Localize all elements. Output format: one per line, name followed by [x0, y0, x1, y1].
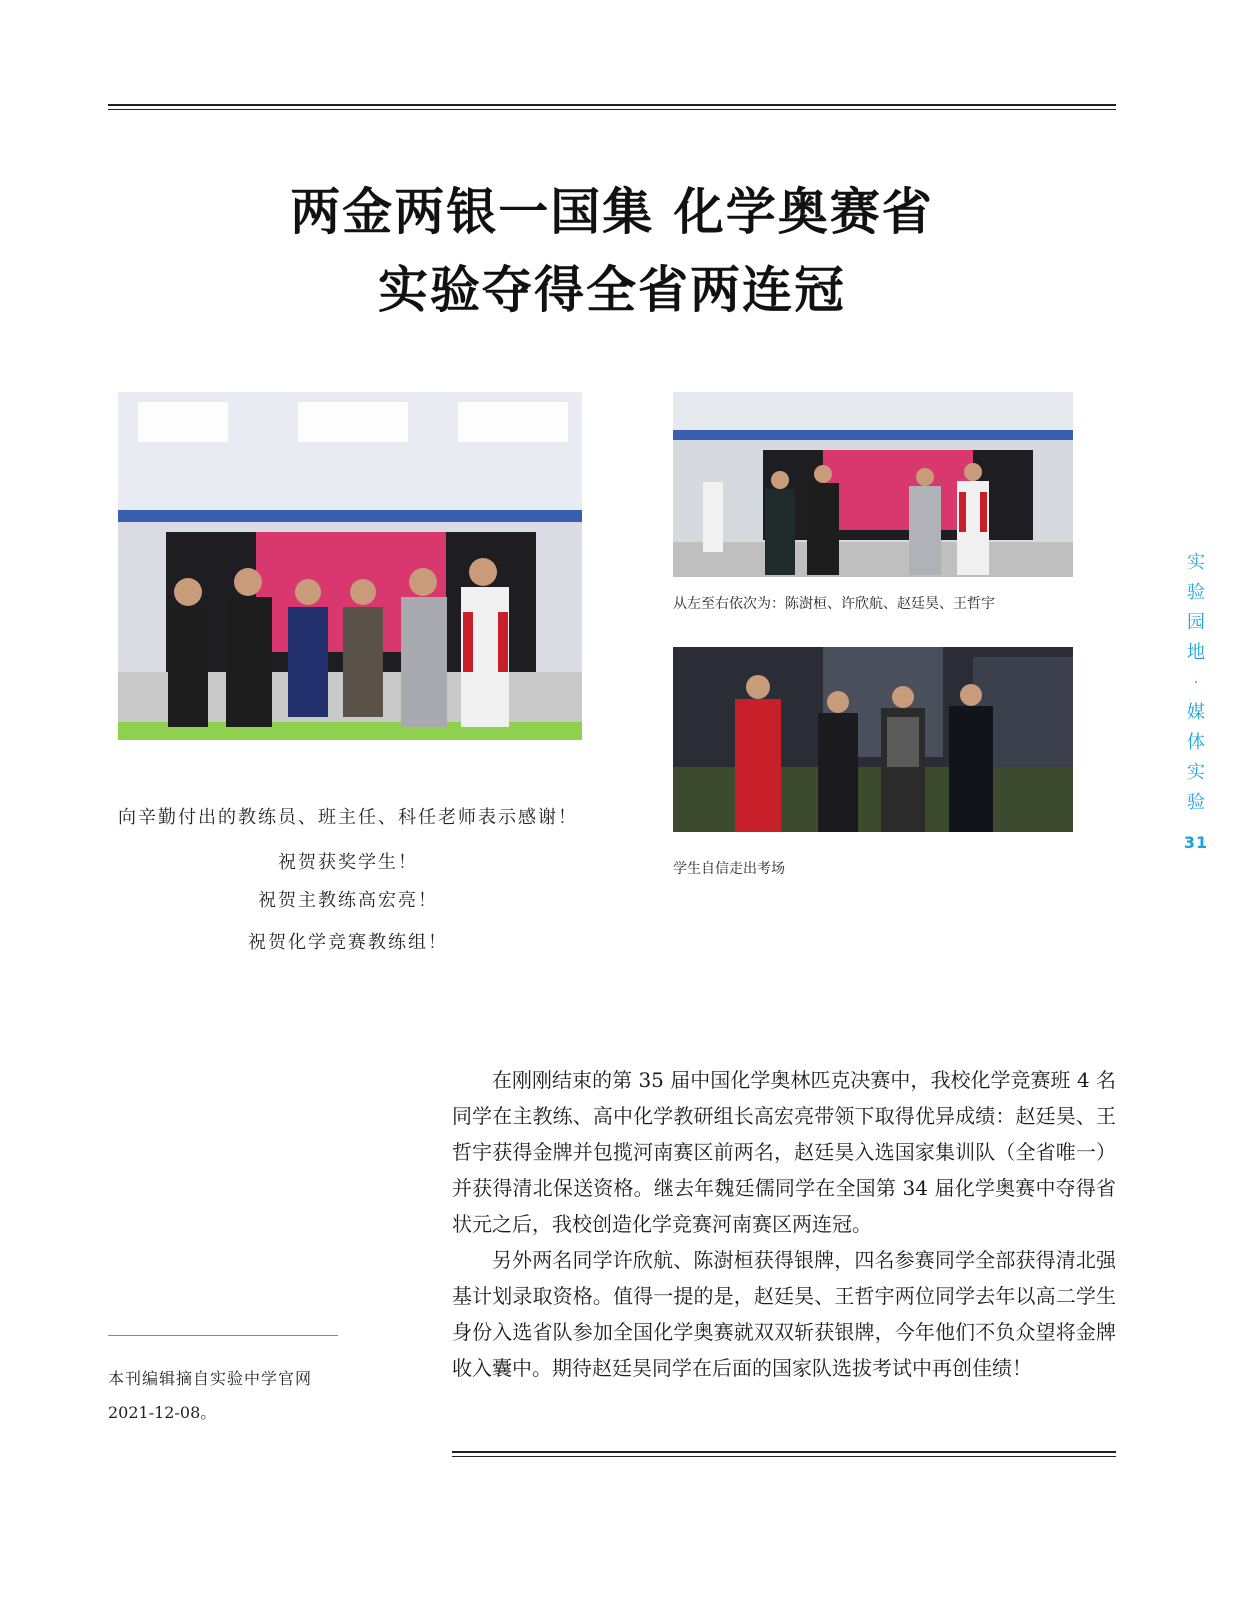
article-title-line1: 两金两银一国集 化学奥赛省	[290, 183, 934, 241]
thanks-line-2: 祝贺获奖学生！	[278, 852, 418, 873]
article-paragraph-1: 在刚刚结束的第 35 届中国化学奥林匹克决赛中，我校化学竞赛班 4 名同学在主教练、高中化学教研组长高宏亮带领下取得优异成绩：赵廷昊、王哲宇获得金牌并包揽河南赛区前两名，赵廷昊入选国家集训队（全省唯一）并获得清北保送资格。继去年魏廷儒同学在全国第 34 届化学奥赛中夺得省状元之后，我校创造化学竞赛河南赛区两连冠。	[452, 1068, 1116, 1236]
section-label-char: 园	[1187, 612, 1205, 633]
group-photo-icon	[118, 392, 582, 740]
group-photo	[118, 392, 582, 740]
article-paragraph-2: 另外两名同学许欣航、陈澍桓获得银牌，四名参赛同学全部获得清北强基计划录取资格。值得一提的是，赵廷昊、王哲宇两位同学去年以高二学生身份入选省队参加全国化学奥赛就双双斩获银牌，今年他们不负众望将金牌收入囊中。期待赵廷昊同学在后面的国家队选拔考试中再创佳绩！	[452, 1248, 1116, 1380]
thanks-line-3: 祝贺主教练高宏亮！	[258, 890, 438, 911]
section-label-char: 验	[1187, 582, 1205, 603]
night-exit-photo	[673, 647, 1073, 832]
section-label-char: 体	[1187, 732, 1205, 753]
thanks-line-4: 祝贺化学竞赛教练组！	[248, 932, 448, 953]
section-label-char: 媒	[1187, 702, 1205, 723]
source-note: 本刊编辑摘自实验中学官网	[108, 1369, 313, 1388]
source-divider	[108, 1335, 338, 1336]
top-rule	[108, 104, 1116, 110]
section-label-vertical	[1184, 548, 1208, 818]
section-label-char: 实	[1187, 552, 1205, 573]
section-label-char: 实	[1187, 762, 1205, 783]
bottom-rule	[452, 1451, 1116, 1457]
section-label-char: 地	[1187, 642, 1205, 663]
thanks-line-1: 向辛勤付出的教练员、班主任、科任老师表示感谢！	[118, 807, 578, 828]
night-photo-icon	[673, 647, 1073, 832]
four-students-photo	[673, 392, 1073, 577]
photo2-caption: 从左至右依次为：陈澍桓、许欣航、赵廷昊、王哲宇	[673, 596, 995, 612]
source-date: 2021-12-08。	[108, 1403, 217, 1422]
section-label-char: ·	[1193, 675, 1199, 691]
article-title-line2: 实验夺得全省两连冠	[378, 261, 846, 319]
students-photo-icon	[673, 392, 1073, 577]
page-number: 31	[1183, 833, 1209, 852]
section-label-char: 验	[1187, 792, 1205, 813]
photo3-caption: 学生自信走出考场	[673, 861, 785, 877]
article-body	[452, 1062, 1116, 1386]
